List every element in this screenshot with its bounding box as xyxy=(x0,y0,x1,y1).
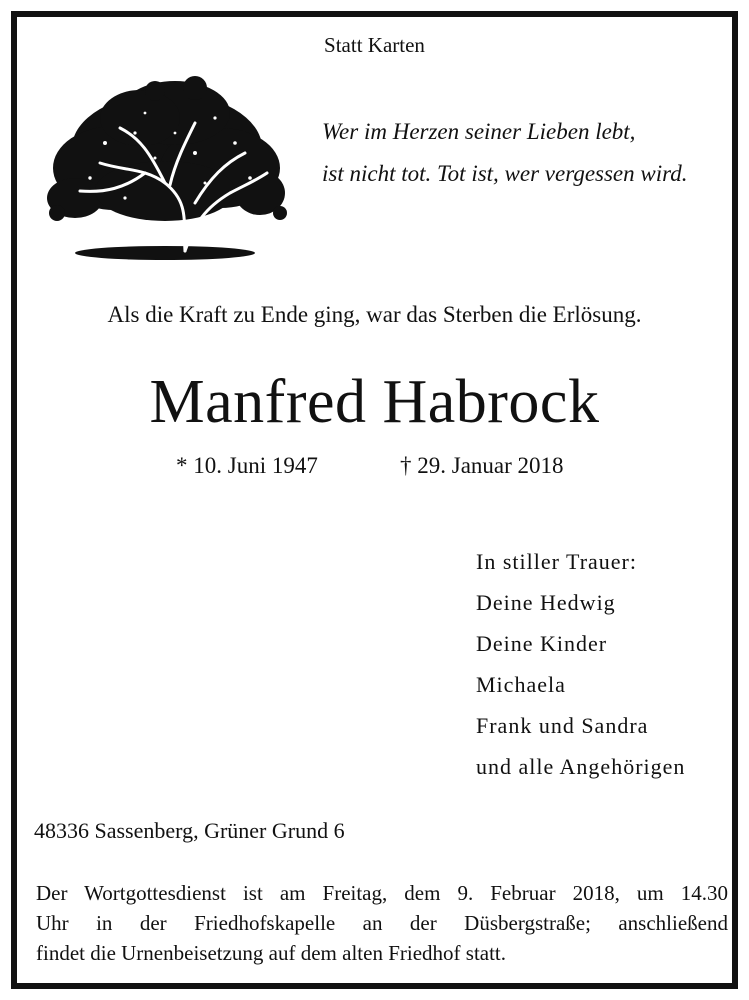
mourner-line: Frank und Sandra xyxy=(476,713,649,738)
mourner-line: und alle Angehörigen xyxy=(476,754,686,779)
statt-karten-heading: Statt Karten xyxy=(324,33,425,57)
tree-illustration-icon xyxy=(45,73,290,263)
mourner-line: Deine Hedwig xyxy=(476,590,616,615)
deceased-name: Manfred Habrock xyxy=(149,368,600,436)
quote-line-1: Wer im Herzen seiner Lieben lebt, xyxy=(322,119,636,144)
verse-line: Als die Kraft zu Ende ging, war das Sterben die Erlösung. xyxy=(107,302,642,327)
death-date: † 29. Januar 2018 xyxy=(400,453,564,478)
address: 48336 Sassenberg, Grüner Grund 6 xyxy=(34,818,345,843)
obituary-frame xyxy=(11,11,738,989)
service-line-3: findet die Urnenbeisetzung auf dem alten Friedhof statt. xyxy=(36,941,507,965)
mourner-line: Michaela xyxy=(476,672,566,697)
service-line-2: Uhr in der Friedhofskapelle an der Düsbergstraße; anschließend xyxy=(36,911,728,935)
birth-date: * 10. Juni 1947 xyxy=(176,453,318,478)
quote-line-2: ist nicht tot. Tot ist, wer vergessen wird. xyxy=(322,161,688,186)
service-notice xyxy=(36,878,728,968)
mourners-heading: In stiller Trauer: xyxy=(476,549,637,574)
service-line-1: Der Wortgottesdienst ist am Freitag, dem 9. Februar 2018, um 14.30 xyxy=(36,881,728,905)
mourner-line: Deine Kinder xyxy=(476,631,608,656)
